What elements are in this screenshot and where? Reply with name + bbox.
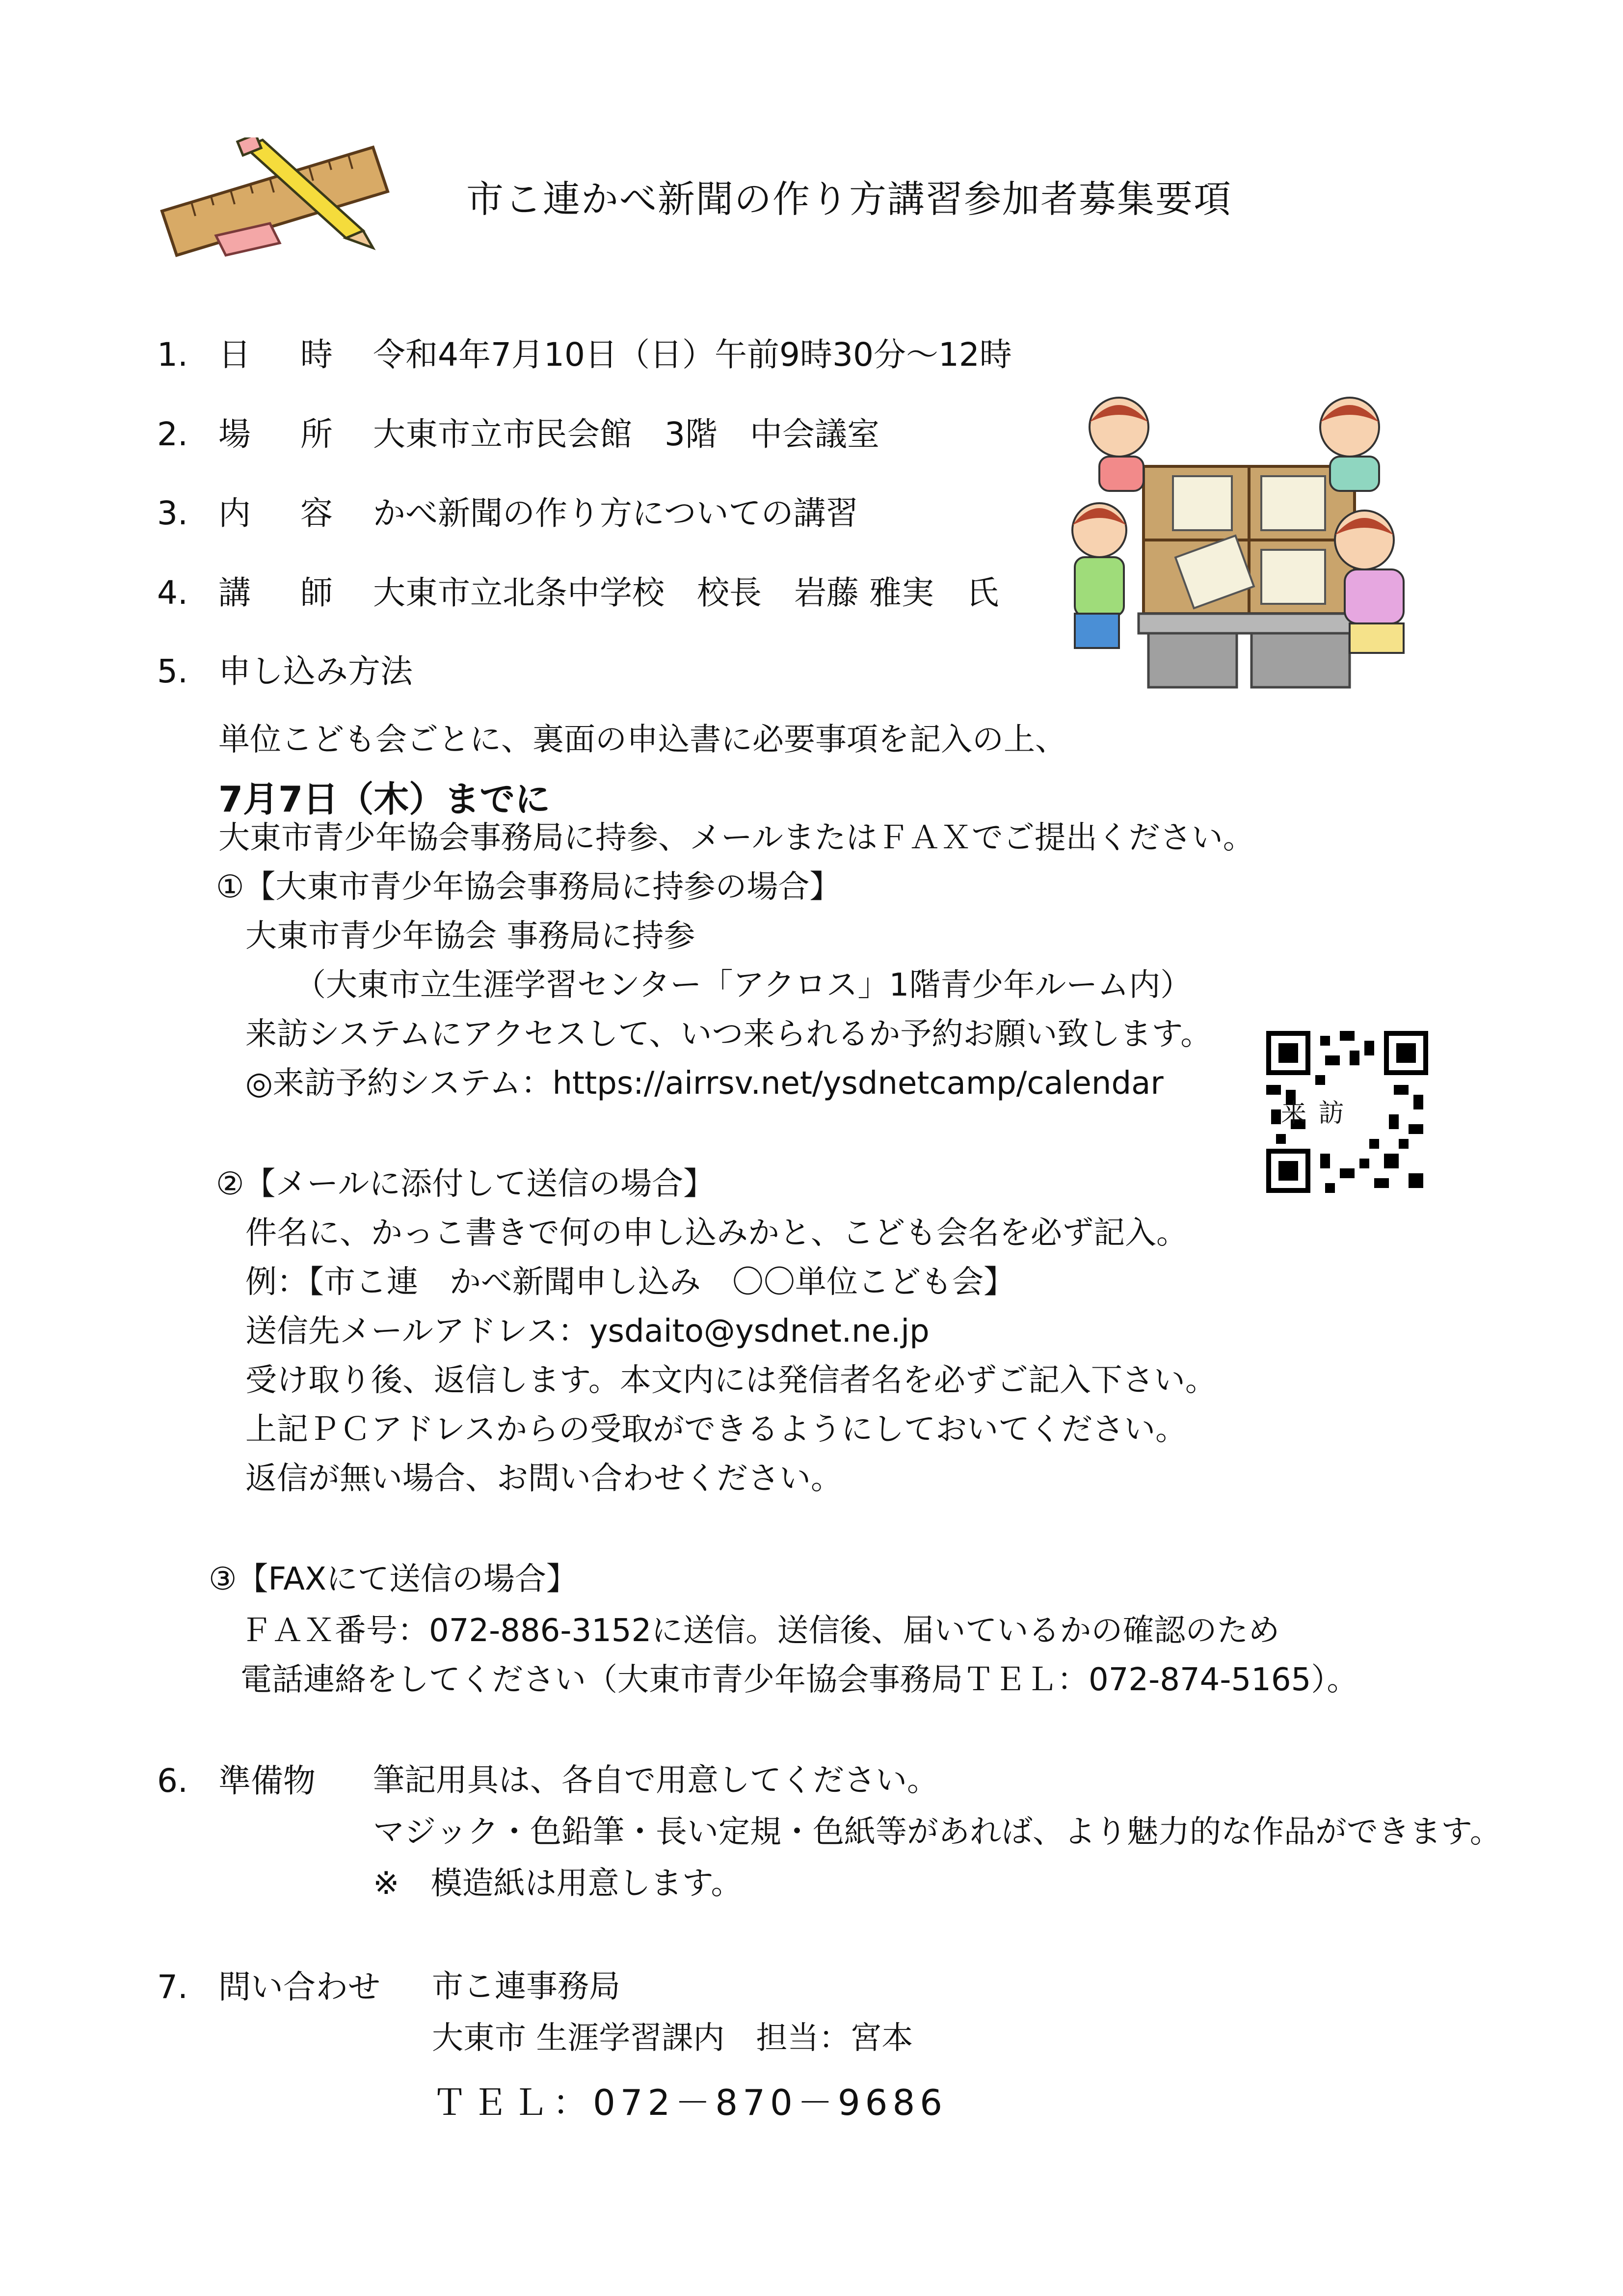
children-illustration <box>1065 393 1418 697</box>
method3-line: ＦＡＸ番号：072-886-3152に送信。送信後、届いているかの確認のため <box>240 1613 1280 1649</box>
method2-line: 返信が無い場合、お問い合わせください。 <box>245 1460 842 1497</box>
page-title: 市こ連かべ新聞の作り方講習参加者募集要項 <box>466 177 1232 221</box>
apply-intro: 単位こども会ごとに、裏面の申込書に必要事項を記入の上、 <box>218 722 1066 758</box>
apply-methods: 大東市青少年協会事務局に持参、メールまたはＦＡＸでご提出ください。 <box>218 820 1254 856</box>
prep-line: 筆記用具は、各自で用意してください。 <box>373 1762 938 1799</box>
item-label-content: 内 容 <box>218 494 352 532</box>
method2-line: 上記ＰＣアドレスからの受取ができるようにしておいてください。 <box>245 1411 1187 1448</box>
item-value-lecturer: 大東市立北条中学校 校長 岩藤 雅実 氏 <box>373 574 999 612</box>
item-number: 7. <box>157 1968 188 2006</box>
item-number: 5. <box>157 652 188 690</box>
item-number: 2. <box>157 415 188 453</box>
method2-line: 件名に、かっこ書きで何の申し込みかと、こども会名を必ず記入。 <box>245 1215 1188 1251</box>
contact-label: 問い合わせ <box>218 1968 380 2006</box>
method1-line: 大東市青少年協会 事務局に持参 <box>245 918 695 954</box>
item-label-date: 日 時 <box>218 336 352 374</box>
contact-line: 市こ連事務局 <box>432 1969 620 2005</box>
prep-label: 準備物 <box>218 1762 316 1800</box>
item-number: 6. <box>157 1762 188 1800</box>
child-icon <box>1090 398 1148 491</box>
item-number: 3. <box>157 494 188 532</box>
item-value-date: 令和4年7月10日（日）午前9時30分～12時 <box>373 336 1012 374</box>
contact-line: 大東市 生涯学習課内 担当：宮本 <box>432 2020 913 2056</box>
method2-line: 例：【市こ連 かべ新聞申し込み 〇〇単位こども会】 <box>245 1264 1015 1300</box>
method1-line: （大東市立生涯学習センター「アクロス」1階青少年ルーム内） <box>294 967 1192 1003</box>
prep-note: ※ 模造紙は用意します。 <box>373 1865 743 1902</box>
item-label-lecturer: 講 師 <box>218 574 352 612</box>
item-value-place: 大東市立市民会館 3階 中会議室 <box>373 415 879 453</box>
item-number: 4. <box>157 574 188 612</box>
method1-title: ①【大東市青少年協会事務局に持参の場合】 <box>216 869 841 905</box>
item-label-place: 場 所 <box>218 415 352 453</box>
child-icon <box>1072 503 1126 648</box>
method2-line: 受け取り後、返信します。本文内には発信者名を必ずご記入下さい。 <box>245 1362 1217 1399</box>
reservation-link[interactable]: ◎来訪予約システム：https://airrsv.net/ysdnetcamp/calendar <box>245 1065 1164 1102</box>
method3-title: ③【FAXにて送信の場合】 <box>209 1561 578 1597</box>
prep-line: マジック・色鉛筆・長い定規・色紙等があれば、より魅力的な作品ができます。 <box>373 1814 1501 1850</box>
method3-line: 電話連絡をしてください（大東市青少年協会事務局ＴＥＬ：072-874-5165）。 <box>240 1662 1358 1698</box>
email-address[interactable]: 送信先メールアドレス：ysdaito@ysdnet.ne.jp <box>245 1313 930 1350</box>
stationery-illustration <box>157 137 393 265</box>
qr-label: 来 訪 <box>1281 1099 1346 1128</box>
child-icon <box>1320 398 1379 491</box>
apply-heading: 申し込み方法 <box>218 652 413 690</box>
method1-line: 来訪システムにアクセスして、いつ来られるか予約お願い致します。 <box>245 1016 1212 1053</box>
item-value-content: かべ新聞の作り方についての講習 <box>373 494 858 532</box>
contact-tel: ＴＥＬ：072－870－9686 <box>432 2082 948 2123</box>
method2-title: ②【メールに添付して送信の場合】 <box>216 1166 715 1202</box>
item-number: 1. <box>157 336 188 374</box>
apply-deadline: 7月7日（木）までに <box>218 779 551 820</box>
